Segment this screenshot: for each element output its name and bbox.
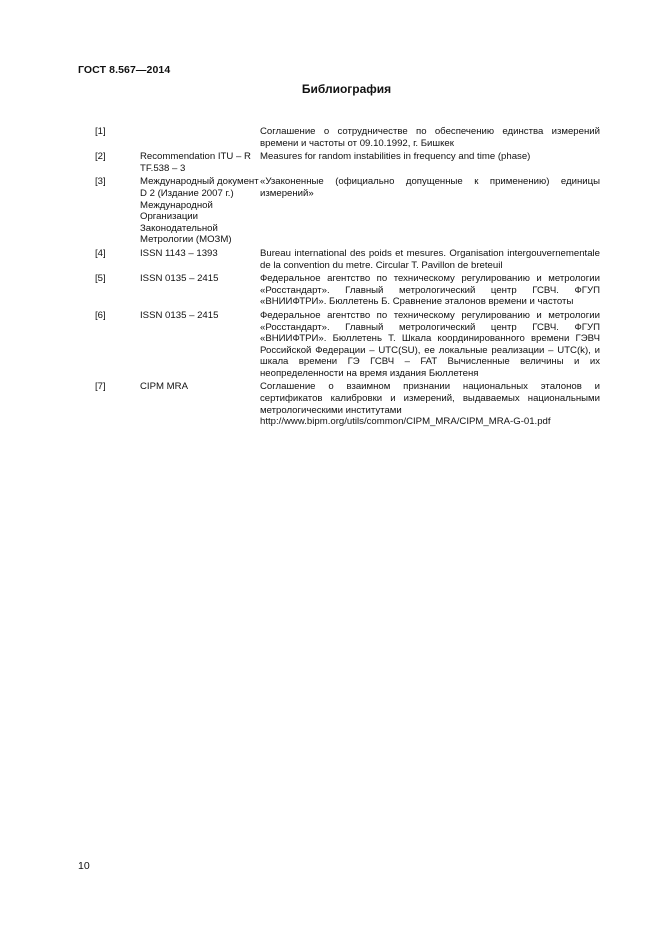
entry-description: Соглашение о сотрудничестве по обеспечению единства измерений времени и частоты от 09.10.1992, г. Бишкек xyxy=(260,126,600,149)
entry-number: [5] xyxy=(95,273,106,285)
entry-code: ISSN 0135 – 2415 xyxy=(140,273,219,285)
bibliography-entry xyxy=(95,248,600,271)
bibliography-entry xyxy=(95,151,600,174)
entry-code: ISSN 1143 – 1393 xyxy=(140,247,218,259)
entry-description xyxy=(260,381,600,427)
entry-description-text: Соглашение о взаимном признании национальных эталонов и сертификатов калибровки и измерений, выдаваемых национальными метрологическими институтами xyxy=(260,381,600,416)
entry-number: [1] xyxy=(95,126,106,137)
bibliography-entry xyxy=(95,126,600,149)
entry-code: Международный документ D 2 (Издание 2007 г.) Международной Организации Законодательной Метрологии (МОЗМ) xyxy=(140,176,259,246)
entry-number: [6] xyxy=(95,309,106,321)
entry-code: CIPM MRA xyxy=(140,381,188,393)
entry-description: Федеральное агентство по техническому регулированию и метрологии «Росстандарт». Главный метрологический центр ГСВЧ. ФГУП «ВНИИФТРИ». Бюллетень Т. Шкала координированного времени ГЭВЧ Российской Федерации – UTC(SU), ее локальные реализации – UTC(k), и шкала времени ГЭ ГСВЧ – FAT Вычисленные величины и их неопределенности на время издания Бюллетеня xyxy=(260,309,600,379)
page-title: Библиография xyxy=(301,82,392,96)
entry-description: «Узаконенные (официально допущенные к применению) единицы измерений» xyxy=(260,176,600,199)
entry-number: [4] xyxy=(95,247,106,259)
entry-number: [7] xyxy=(95,381,106,393)
entry-code: Recommendation ITU – R TF.538 – 3 xyxy=(140,151,251,174)
entry-code: ISSN 0135 – 2415 xyxy=(140,309,219,321)
bibliography-entry xyxy=(95,310,600,380)
page-number: 10 xyxy=(78,860,90,872)
bibliography-list xyxy=(95,126,600,430)
entry-url-link[interactable]: http://www.bipm.org/utils/common/CIPM_MRA/CIPM_MRA-G-01.pdf xyxy=(260,416,551,428)
document-standard-header: ГОСТ 8.567—2014 xyxy=(78,64,171,76)
bibliography-entry xyxy=(95,273,600,308)
entry-number: [3] xyxy=(95,176,106,188)
entry-number: [2] xyxy=(95,151,106,163)
entry-description: Measures for random instabilities in frequency and time (phase) xyxy=(260,151,531,163)
entry-description: Bureau international des poids et mesures. Organisation intergouvernementale de la convention du metre. Circular T. Pavillon de breteuil xyxy=(260,247,600,271)
bibliography-entry xyxy=(95,381,600,427)
entry-description: Федеральное агентство по техническому регулированию и метрологии «Росстандарт». Главный метрологический центр ГСВЧ. ФГУП «ВНИИФТРИ». Бюллетень Б. Сравнение эталонов времени и частоты xyxy=(260,273,600,308)
bibliography-entry xyxy=(95,176,600,246)
